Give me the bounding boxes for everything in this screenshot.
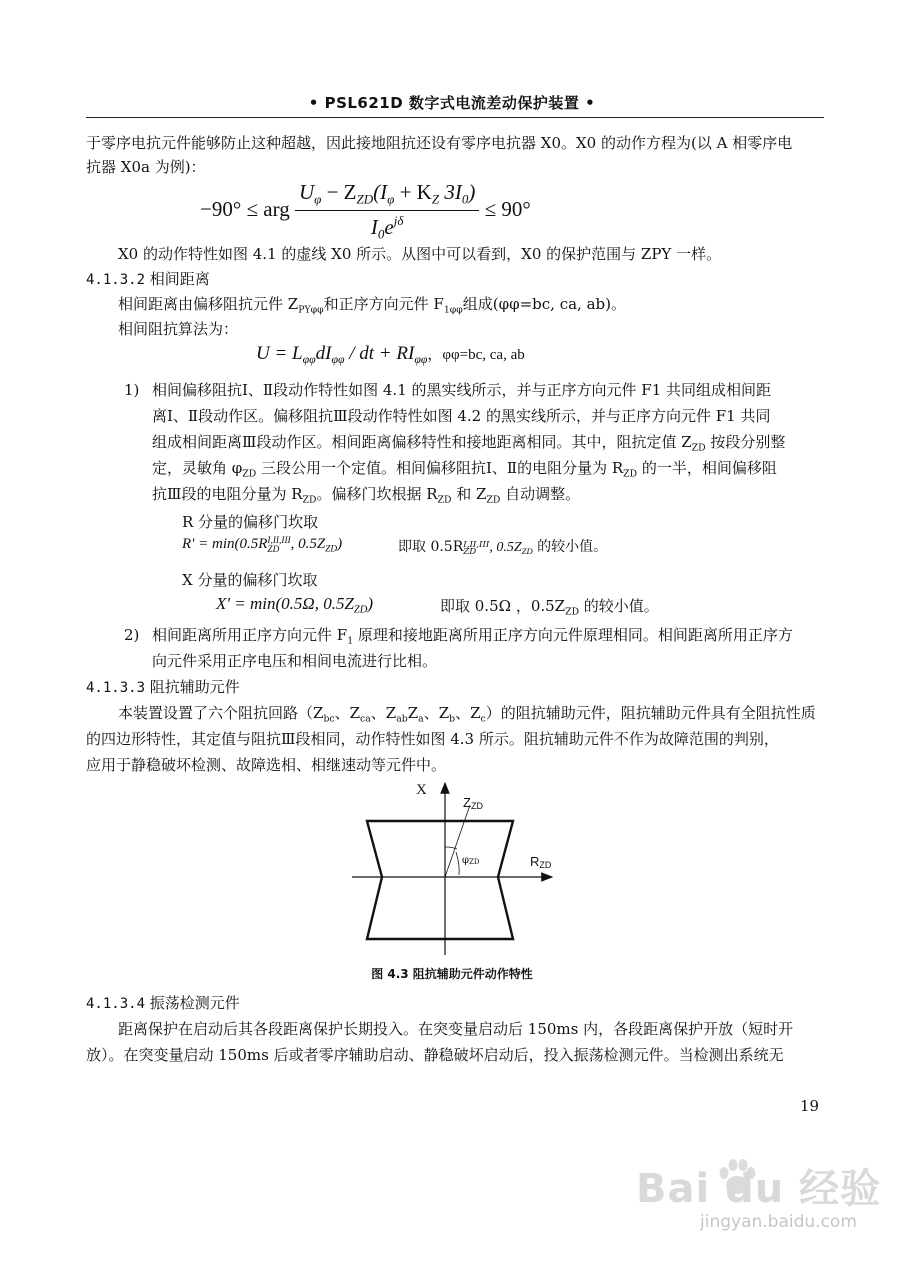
list-item-line: 向元件采用正序电压和相间电流进行比相。 [152, 652, 438, 670]
label-x: X [416, 782, 427, 798]
r-offset-note: 即取 0.5R I,II,III ZD , $0.5Z_{ZD}$ 的较小值。 [398, 539, 608, 558]
equation-x0 [200, 180, 531, 242]
equation-phase-impedance: $U = L_{\varphi\varphi}dI_{\varphi\varphi}$ / dt + $RI_{\varphi\varphi}$，φφ=bc, ca, ab [256, 343, 525, 367]
angle-arc [456, 852, 459, 875]
list-number: 1) [124, 381, 140, 399]
list-item-line: 抗Ⅲ段的电阻分量为 $R_{ZD}$。偏移门坎根据 $R_{ZD}$ 和 $Z_{ZD}$ 自动调整。 [152, 485, 581, 506]
page-number: 19 [800, 1097, 820, 1115]
figure-impedance-quadrilateral [330, 775, 580, 960]
label-zzd: ZZD [463, 795, 483, 811]
figure-caption: 图 4.3 阻抗辅助元件动作特性 [371, 967, 533, 981]
x-offset-note: 即取 0.5Ω ，$0.5Z_{ZD}$ 的较小值。 [440, 597, 659, 618]
eq1-right: ≤ 90° [484, 196, 531, 221]
section-heading-4133: 4.1.3.3 阻抗辅助元件 [86, 678, 240, 696]
label-phi-zd: φZD [462, 855, 480, 866]
paragraph-line: 相间阻抗算法为： [118, 320, 239, 338]
paragraph-line: 的四边形特性，其定值与阻抗Ⅲ段相同，动作特性如图 4.3 所示。阻抗辅助元件不作为故障范围的判别， [86, 730, 779, 748]
eq1-denominator: $I_0e^{j\delta}$ [370, 212, 404, 242]
paragraph-line: 抗器 X0a 为例)： [86, 158, 206, 176]
watermark-url: jingyan.baidu.com [700, 1212, 857, 1232]
section-heading-4132: 4.1.3.2 相间距离 [86, 270, 210, 288]
paragraph-line: 放）。在突变量启动 150ms 后或者零序辅助启动、静稳破坏启动后，投入振荡检测元件。当检测出系统无 [86, 1046, 784, 1064]
list-item-line: 相间距离所用正序方向元件 $F_1$ 原理和接地距离所用正序方向元件原理相同。相间距离所用正序方 [152, 626, 793, 647]
list-item-line: 组成相间距离Ⅲ段动作区。相间距离偏移特性和接地距离相同。其中，阻抗定值 $Z_{ZD}$ 按段分别整 [152, 433, 786, 454]
paragraph-line: 本装置设置了六个阻抗回路（$Z_{bc}$、$Z_{ca}$、$Z_{ab}Z_a$、$Z_b$、$Z_c$）的阻抗辅助元件，阻抗辅助元件具有全阻抗性质 [118, 704, 816, 725]
running-header: • PSL621D 数字式电流差动保护装置 • [308, 94, 596, 112]
list-item-line: 相间偏移阻抗Ⅰ、Ⅱ段动作特性如图 4.1 的黑实线所示，并与正序方向元件 F1 共同组成相间距 [152, 381, 772, 399]
list-number: 2) [124, 626, 140, 644]
paragraph-line: 相间距离由偏移阻抗元件 $Z_{PY\varphi\varphi}$和正序方向元件 $F_{1\varphi\varphi}$组成(φφ=bc, ca, ab)。 [118, 295, 626, 316]
x-offset-title: X 分量的偏移门坎取 [182, 571, 318, 589]
paragraph-line: 应用于静稳破坏检测、故障选相、相继速动等元件中。 [86, 756, 447, 774]
eq1-fraction [295, 180, 479, 242]
header-rule [86, 117, 824, 118]
characteristic-boundary [367, 821, 513, 939]
eq1-numerator: $U_\varphi - Z_{ZD}(I_\varphi + K_Z$ $3I_0$) [295, 180, 479, 211]
paragraph-line: X0 的动作特性如图 4.1 的虚线 X0 所示。从图中可以看到，X0 的保护范围与 ZPY 一样。 [118, 245, 722, 263]
x-offset-equation: X' = min(0.5Ω, $0.5Z_{ZD}$) [216, 594, 374, 616]
paragraph-line: 距离保护在启动后其各段距离保护长期投入。在突变量启动后 150ms 内，各段距离保护开放（短时开 [118, 1020, 794, 1038]
eq1-left: −90° ≤ arg [200, 196, 290, 221]
section-heading-4134: 4.1.3.4 振荡检测元件 [86, 994, 240, 1012]
zzd-line [445, 805, 470, 877]
list-item-line: 定，灵敏角 $\varphi_{ZD}$ 三段公用一个定值。相间偏移阻抗Ⅰ、Ⅱ的电阻分量为 $R_{ZD}$ 的一半，相间偏移阻 [152, 459, 777, 480]
paragraph-line: 于零序电抗元件能够防止这种超越，因此接地阻抗还设有零序电抗器 X0。X0 的动作方程为(以 A 相零序电 [86, 134, 793, 152]
watermark-logo [636, 1155, 881, 1212]
watermark-brand: Bai du 经验 [636, 1166, 882, 1212]
r-offset-equation: R' = min(0.5R I,II,III ZD , $0.5Z_{ZD}$) [182, 536, 343, 555]
r-offset-title: R 分量的偏移门坎取 [182, 513, 319, 531]
label-rzd: RZD [530, 854, 552, 870]
list-item-line: 离Ⅰ、Ⅱ段动作区。偏移阻抗Ⅲ段动作特性如图 4.2 的黑实线所示，并与正序方向元件 F1 共同 [152, 407, 771, 425]
